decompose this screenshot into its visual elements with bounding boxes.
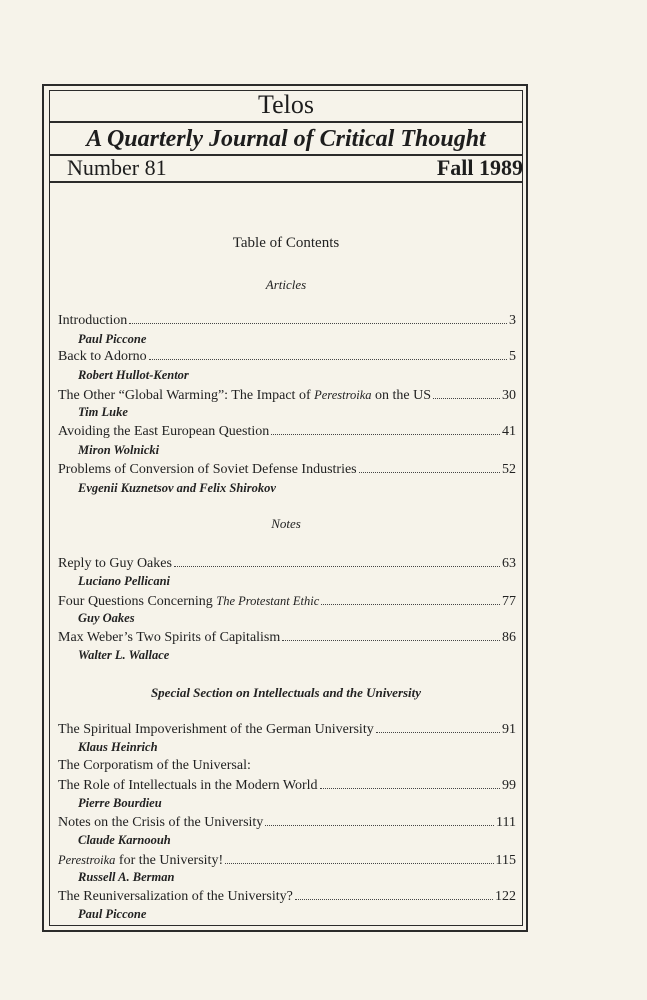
entry-author: Walter L. Wallace (78, 648, 170, 662)
dot-leader (129, 323, 507, 324)
divider (49, 181, 523, 183)
entry-title: Notes on the Crisis of the University (58, 815, 264, 830)
toc-heading: Table of Contents (232, 235, 340, 251)
entry-title: Reply to Guy Oakes (58, 556, 172, 571)
page-number: 86 (502, 630, 516, 645)
dot-leader (225, 863, 493, 864)
dot-leader (265, 825, 494, 826)
toc-entry (58, 312, 516, 330)
page-number: 115 (495, 853, 516, 868)
entry-title: The Other “Global Warming”: The Impact of Perestroika on the US (58, 388, 432, 403)
issue-date: Fall 1989 (436, 155, 523, 180)
page-number: 30 (502, 388, 516, 403)
toc-entry (58, 777, 516, 795)
section-heading-special: Special Section on Intellectuals and the University (150, 685, 422, 700)
section-heading-articles: Articles (265, 277, 307, 292)
entry-author: Tim Luke (78, 405, 128, 419)
page-number: 122 (495, 889, 516, 904)
entry-title: Four Questions Concerning The Protestant Ethic (58, 594, 320, 609)
page-number: 41 (502, 424, 516, 439)
entry-author: Paul Piccone (78, 332, 147, 346)
dot-leader (271, 434, 500, 435)
toc-entry (58, 629, 516, 647)
page-number: 91 (502, 722, 516, 737)
section-heading-notes: Notes (271, 516, 301, 531)
entry-title: The Reuniversalization of the University? (58, 889, 293, 904)
dot-leader (295, 899, 493, 900)
entry-author: Claude Karnoouh (78, 833, 171, 847)
dot-leader (320, 788, 501, 789)
toc-entry (58, 888, 516, 906)
entry-title: Max Weber’s Two Spirits of Capitalism (58, 630, 281, 645)
dot-leader (433, 398, 500, 399)
dot-leader (174, 566, 500, 567)
entry-title: The Spiritual Impoverishment of the German University (58, 722, 374, 737)
entry-author: Miron Wolnicki (78, 443, 160, 457)
entry-title: Introduction (58, 313, 128, 328)
journal-title: Telos (258, 90, 314, 119)
page-number: 63 (502, 556, 516, 571)
entry-title: Back to Adorno (58, 349, 147, 364)
entry-title: Problems of Conversion of Soviet Defense Industries (58, 462, 357, 477)
entry-title: The Role of Intellectuals in the Modern World (58, 778, 318, 793)
entry-author: Pierre Bourdieu (78, 796, 162, 810)
toc-entry (58, 814, 516, 832)
entry-author: Evgenii Kuznetsov and Felix Shirokov (78, 481, 276, 495)
entry-title: Avoiding the East European Question (58, 424, 270, 439)
dot-leader (282, 640, 500, 641)
page-number: 52 (502, 462, 516, 477)
page-number: 111 (496, 815, 516, 830)
issue-number: Number 81 (67, 155, 167, 180)
page-number: 5 (509, 349, 516, 364)
toc-entry (58, 721, 516, 739)
divider (49, 121, 523, 123)
entry-author: Guy Oakes (78, 611, 135, 625)
page-number: 99 (502, 778, 516, 793)
toc-entry (58, 386, 516, 405)
journal-subtitle: A Quarterly Journal of Critical Thought (86, 126, 486, 152)
entry-author: Russell A. Berman (78, 870, 175, 884)
toc-entry (58, 555, 516, 573)
toc-entry (58, 461, 516, 479)
dot-leader (321, 604, 500, 605)
entry-title: Perestroika for the University! (58, 853, 224, 868)
toc-entry (58, 423, 516, 441)
page-number: 77 (502, 594, 516, 609)
page-number: 3 (509, 313, 516, 328)
dot-leader (376, 732, 500, 733)
entry-author: Luciano Pellicani (78, 574, 171, 588)
toc-entry (58, 851, 516, 870)
entry-title-line: The Corporatism of the Universal: (58, 758, 251, 773)
toc-entry (58, 592, 516, 611)
entry-author: Robert Hullot-Kentor (78, 368, 189, 382)
dot-leader (149, 359, 507, 360)
entry-author: Klaus Heinrich (78, 740, 158, 754)
entry-author: Paul Piccone (78, 907, 147, 921)
dot-leader (359, 472, 500, 473)
toc-entry (58, 348, 516, 366)
